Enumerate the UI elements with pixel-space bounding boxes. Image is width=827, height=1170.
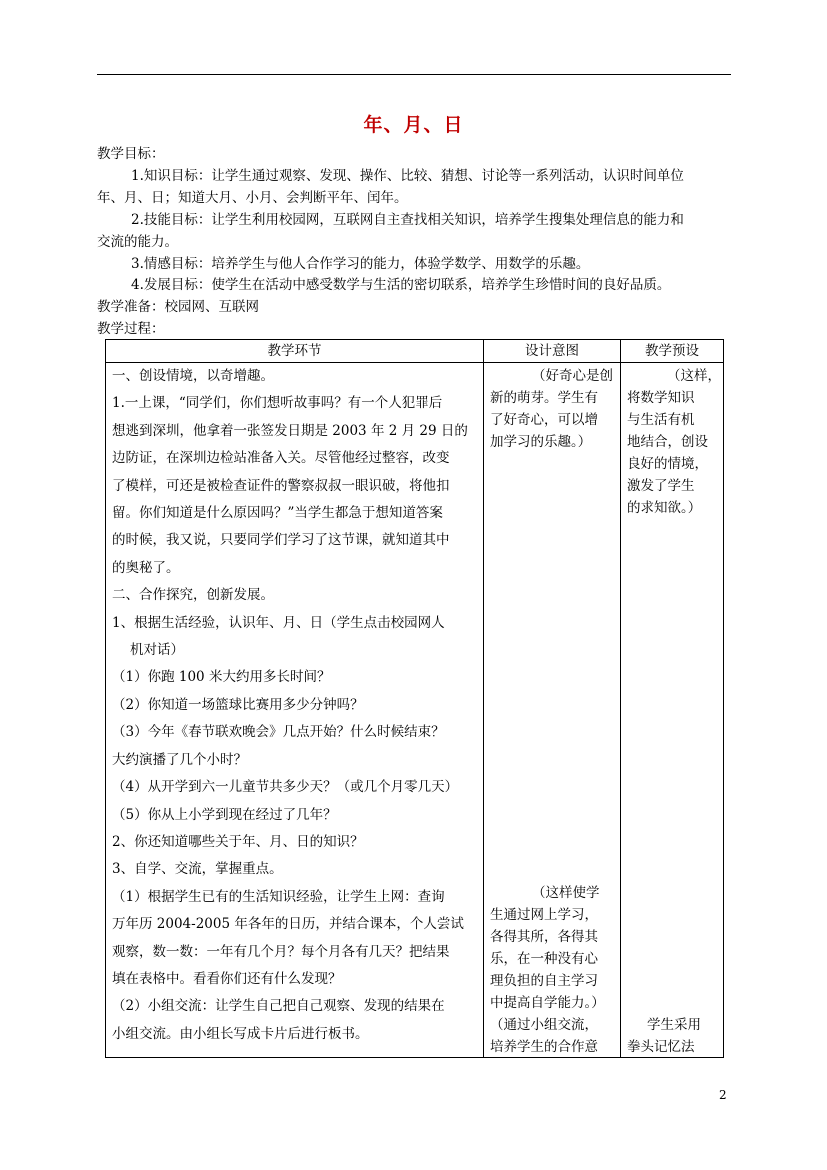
header-intent: 设计意图 xyxy=(484,340,621,363)
question-line: （3）今年《春节联欢晚会》几点开始？什么时候结束？ xyxy=(112,724,445,741)
preset-note-1: 与生活有机 xyxy=(627,412,695,428)
question-line: （2）你知道一场篮球比赛用多少分钟吗？ xyxy=(112,696,364,713)
step-line: 机对话） xyxy=(130,642,184,659)
preset-note-2: 拳头记忆法 xyxy=(627,1039,695,1055)
intent-note-2: 中提高自学能力。） xyxy=(490,995,605,1011)
step-line: 1、根据生活经验，认识年、月、日（学生点击校园网人 xyxy=(112,614,445,631)
intent-note-1: （好奇心是创 xyxy=(532,368,613,384)
section-heading: 一、创设情境，以奇增趣。 xyxy=(112,368,274,384)
goal-knowledge: 1.知识目标：让学生通过观察、发现、操作、比较、猜想、讨论等一系列活动，认识时间单位 xyxy=(131,168,684,184)
goal-skill-cont: 交流的能力。 xyxy=(97,234,178,250)
question-line: （1）你跑 100 米大约用多长时间？ xyxy=(112,669,331,686)
table-row xyxy=(106,363,724,1058)
intent-note-1: 加学习的乐趣。） xyxy=(490,434,592,450)
preset-note-1: 良好的情境， xyxy=(627,456,708,472)
intent-note-2: 各得其所，各得其 xyxy=(490,929,598,945)
table-header-row xyxy=(106,340,724,363)
goal-emotion: 3.情感目标：培养学生与他人合作学习的能力，体验学数学、用数学的乐趣。 xyxy=(131,256,590,272)
goal-development: 4.发展目标：使学生在活动中感受数学与生活的密切联系，培养学生珍惜时间的良好品质。 xyxy=(131,277,671,293)
step-line: 万年历 2004-2005 年各年的日历，并结合课本，个人尝试 xyxy=(112,916,464,933)
stage-cell xyxy=(106,363,484,1058)
step-line: 填在表格中。看看你们还有什么发现？ xyxy=(112,970,342,987)
header-stage: 教学环节 xyxy=(106,340,484,363)
question-line: （5）你从上小学到现在经过了几年？ xyxy=(112,806,337,823)
question-line: （4）从开学到六一儿童节共多少天？（或几个月零几天） xyxy=(112,779,459,796)
preset-note-1: 激发了学生 xyxy=(627,478,695,494)
header-preset: 教学预设 xyxy=(621,340,724,363)
header-rule xyxy=(97,74,731,75)
goals-heading: 教学目标： xyxy=(97,146,165,162)
story-line: 的奥秘了。 xyxy=(112,559,180,576)
preset-note-2: 学生采用 xyxy=(647,1017,701,1033)
intent-note-2: （这样使学 xyxy=(532,885,600,901)
intent-note-1: 新的萌芽。学生有 xyxy=(490,390,598,406)
preset-note-1: （这样， xyxy=(667,368,721,384)
step-line: 2、你还知道哪些关于年、月、日的知识？ xyxy=(112,833,364,850)
story-line: 的时候，我又说，只要同学们学习了这节课，就知道其中 xyxy=(112,532,450,549)
step-line: （2）小组交流：让学生自己把自己观察、发现的结果在 xyxy=(112,998,445,1015)
intent-note-2: 生通过网上学习， xyxy=(490,907,598,923)
page-number: 2 xyxy=(719,1088,727,1102)
story-line: 边防证，在深圳边检站准备入关。尽管他经过整容，改变 xyxy=(112,450,450,467)
step-line: 观察，数一数：一年有几个月？每个月各有几天？把结果 xyxy=(112,943,450,960)
preset-note-1: 地结合，创设 xyxy=(627,434,708,450)
question-line: 大约演播了几个小时？ xyxy=(112,751,247,768)
intent-note-1: 了好奇心，可以增 xyxy=(490,412,598,428)
section-heading: 二、合作探究，创新发展。 xyxy=(112,587,274,604)
process-heading: 教学过程： xyxy=(97,321,165,337)
story-line: 想逃到深圳，他拿着一张签发日期是 2003 年 2 月 29 日的 xyxy=(112,422,468,439)
preset-note-1: 将数学知识 xyxy=(627,390,695,406)
story-line: 1.一上课，“同学们，你们想听故事吗？有一个人犯罪后 xyxy=(112,395,443,412)
step-line: 3、自学、交流，掌握重点。 xyxy=(112,861,283,878)
intent-cell xyxy=(484,363,621,1058)
goal-skill: 2.技能目标：让学生利用校园网，互联网自主查找相关知识，培养学生搜集处理信息的能力和 xyxy=(131,212,684,228)
teaching-prep: 教学准备：校园网、互联网 xyxy=(97,299,259,315)
story-line: 留。你们知道是什么原因吗？”当学生都急于想知道答案 xyxy=(112,505,443,522)
intent-note-3: （通过小组交流， xyxy=(490,1017,598,1033)
intent-note-2: 乐，在一种没有心 xyxy=(490,951,598,967)
step-line: （1）根据学生已有的生活知识经验，让学生上网：查询 xyxy=(112,888,445,905)
story-line: 了模样，可还是被检查证件的警察叔叔一眼识破，将他扣 xyxy=(112,477,450,494)
preset-cell xyxy=(621,363,724,1058)
preset-note-1: 的求知欲。） xyxy=(627,500,702,516)
step-line: 小组交流。由小组长写成卡片后进行板书。 xyxy=(112,1025,369,1042)
page-title: 年、月、日 xyxy=(363,114,464,136)
intent-note-3: 培养学生的合作意 xyxy=(490,1039,598,1055)
intent-note-2: 理负担的自主学习 xyxy=(490,973,598,989)
process-table xyxy=(105,339,724,1058)
goal-knowledge-cont: 年、月、日；知道大月、小月、会判断平年、闰年。 xyxy=(97,190,408,206)
